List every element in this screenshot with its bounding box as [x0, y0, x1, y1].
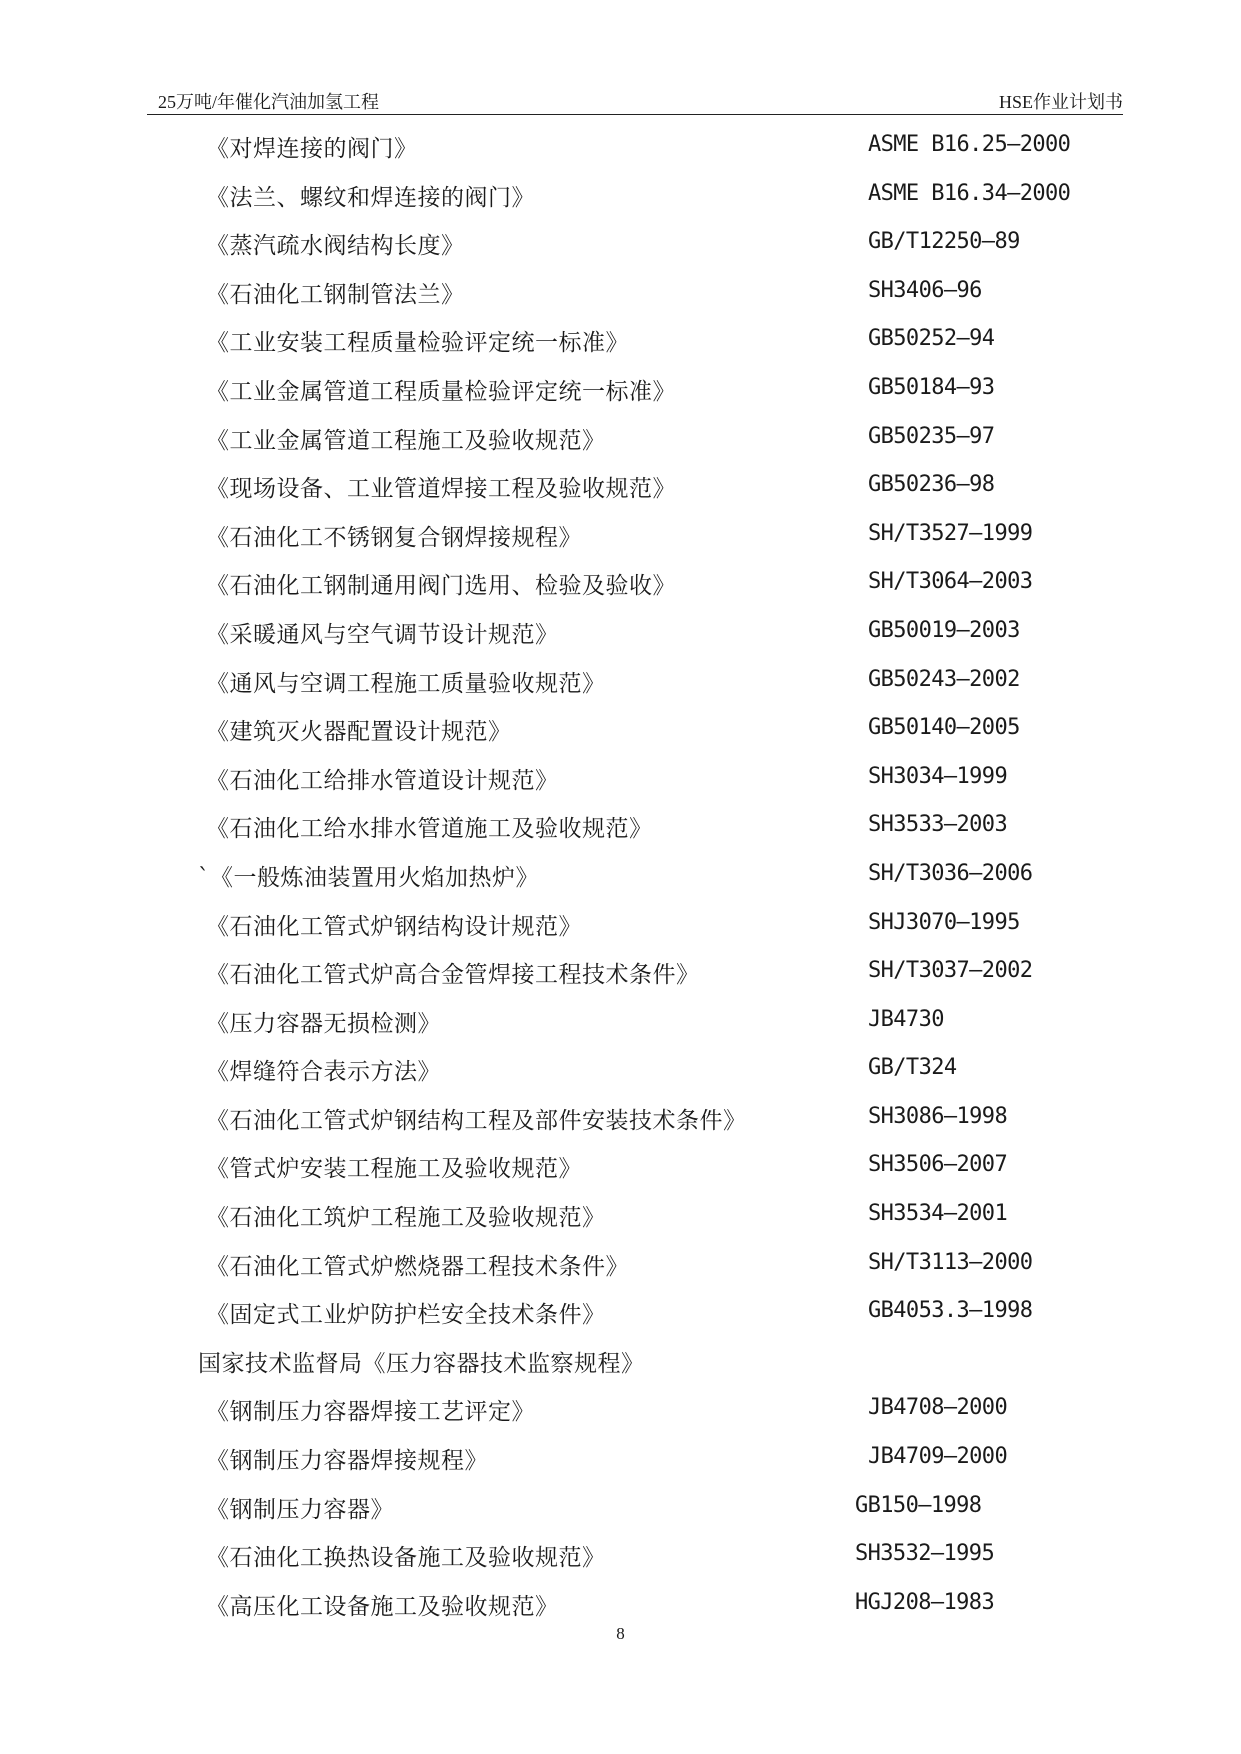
standard-code: ASME B16.34—2000: [868, 180, 1071, 206]
standard-title: 国家技术监督局《压力容器技术监察规程》: [198, 1350, 645, 1377]
page-number: 8: [616, 1624, 625, 1643]
standard-title: 《钢制压力容器》: [206, 1496, 394, 1523]
standard-title: 《石油化工不锈钢复合钢焊接规程》: [206, 524, 582, 551]
standard-title: 《石油化工钢制管法兰》: [206, 281, 465, 308]
standard-entry: [0, 215, 1241, 264]
standard-title: 《对焊连接的阀门》: [206, 136, 418, 162]
standard-entry: [0, 1284, 1241, 1333]
standard-code: SH3406—96: [868, 277, 982, 303]
standard-code: GB50184—93: [868, 374, 995, 400]
header-project-name: 25万吨/年催化汽油加氢工程: [158, 92, 379, 112]
standard-entry: [0, 1187, 1241, 1236]
standard-entry: [0, 264, 1241, 313]
standard-code: SH/T3037—2002: [868, 958, 1033, 984]
standard-code: SH3506—2007: [868, 1152, 1008, 1178]
standard-title: 《石油化工管式炉钢结构设计规范》: [206, 913, 582, 940]
standard-code: JB4708—2000: [868, 1395, 1008, 1421]
standard-title: 《石油化工给排水管道设计规范》: [206, 767, 559, 794]
standard-code: GB50235—97: [868, 423, 995, 449]
standard-code: JB4709—2000: [868, 1444, 1008, 1470]
standard-title: 《石油化工筑炉工程施工及验收规范》: [206, 1205, 606, 1232]
standard-title: 《石油化工钢制通用阀门选用、检验及验收》: [206, 573, 676, 600]
standard-code: GB/T12250—89: [868, 229, 1020, 255]
standard-title: 《石油化工管式炉钢结构工程及部件安装技术条件》: [206, 1107, 747, 1134]
standard-entry: [0, 1041, 1241, 1090]
standard-title: 《钢制压力容器焊接规程》: [206, 1448, 488, 1475]
header-divider: [147, 114, 1123, 115]
header-document-title: HSE作业计划书: [998, 92, 1123, 112]
standard-code: SH3034—1999: [868, 763, 1008, 789]
standard-title: 《压力容器无损检测》: [206, 1010, 441, 1037]
standard-entry: [0, 1479, 1241, 1528]
standard-entry: [0, 167, 1241, 216]
standard-code: GB50252—94: [868, 326, 995, 352]
standard-entry: [0, 847, 1241, 896]
standard-code: SH3532—1995: [855, 1541, 995, 1567]
standard-entry: [0, 410, 1241, 459]
standard-entry: [0, 1236, 1241, 1285]
standard-code: SH3534—2001: [868, 1201, 1008, 1227]
standard-title: 《工业金属管道工程施工及验收规范》: [206, 427, 606, 454]
standard-title: 《石油化工管式炉高合金管焊接工程技术条件》: [206, 962, 700, 989]
standard-code: GB50243—2002: [868, 666, 1020, 692]
standard-code: SH/T3064—2003: [868, 569, 1033, 595]
standard-entry: [0, 604, 1241, 653]
standard-entry: [0, 1381, 1241, 1430]
standard-title: 《石油化工管式炉燃烧器工程技术条件》: [206, 1253, 629, 1280]
standard-title: 《工业金属管道工程质量检验评定统一标准》: [206, 378, 676, 405]
standard-code: GB/T324: [868, 1055, 957, 1081]
standard-code: JB4730: [868, 1006, 944, 1032]
standard-entry: [0, 944, 1241, 993]
standard-title: 《法兰、螺纹和焊连接的阀门》: [206, 184, 535, 211]
standard-code: GB50236—98: [868, 472, 995, 498]
standard-entry: [0, 1333, 1241, 1382]
standard-code: GB150—1998: [855, 1492, 982, 1518]
standard-code: SH3086—1998: [868, 1103, 1008, 1129]
standard-code: SH/T3527—1999: [868, 520, 1033, 546]
standard-title: 《通风与空调工程施工质量验收规范》: [206, 670, 606, 697]
standard-code: SHJ3070—1995: [868, 909, 1020, 935]
standard-code: GB50019—2003: [868, 617, 1020, 643]
standard-title: 《工业安装工程质量检验评定统一标准》: [206, 330, 629, 357]
standard-entry: [0, 312, 1241, 361]
standard-code: ASME B16.25—2000: [868, 132, 1071, 157]
standard-code: SH/T3113—2000: [868, 1249, 1033, 1275]
standard-entry: [0, 750, 1241, 799]
standard-code: SH3533—2003: [868, 812, 1008, 838]
standard-entry: [0, 701, 1241, 750]
standard-code: SH/T3036—2006: [868, 860, 1033, 886]
standard-title: 《现场设备、工业管道焊接工程及验收规范》: [206, 476, 676, 503]
standards-list: [0, 118, 1241, 1624]
standard-entry: [0, 653, 1241, 702]
standard-entry: [0, 1430, 1241, 1479]
standard-entry: [0, 118, 1241, 167]
standard-entry: [0, 1138, 1241, 1187]
standard-entry: [0, 993, 1241, 1042]
standard-title: 《高压化工设备施工及验收规范》: [206, 1593, 559, 1620]
standard-code: HGJ208—1983: [855, 1589, 995, 1615]
standard-title: 《焊缝符合表示方法》: [206, 1059, 441, 1086]
standard-entry: [0, 896, 1241, 945]
standard-entry: [0, 1576, 1241, 1625]
standard-title: 《建筑灭火器配置设计规范》: [206, 719, 512, 746]
standard-entry: [0, 1527, 1241, 1576]
standard-title: 《石油化工换热设备施工及验收规范》: [206, 1545, 606, 1572]
standard-title: 《石油化工给水排水管道施工及验收规范》: [206, 816, 653, 843]
standard-title: 《采暖通风与空气调节设计规范》: [206, 621, 559, 648]
standard-code: GB4053.3—1998: [868, 1298, 1033, 1324]
standard-title: 《固定式工业炉防护栏安全技术条件》: [206, 1302, 606, 1329]
standard-entry: [0, 555, 1241, 604]
standard-title: 《钢制压力容器焊接工艺评定》: [206, 1399, 535, 1426]
standard-entry: [0, 361, 1241, 410]
standard-entry: [0, 1090, 1241, 1139]
standard-entry: [0, 507, 1241, 556]
standard-code: GB50140—2005: [868, 715, 1020, 741]
standard-title: `《一般炼油装置用火焰加热炉》: [198, 864, 539, 891]
standard-entry: [0, 458, 1241, 507]
standard-title: 《蒸汽疏水阀结构长度》: [206, 233, 465, 260]
standard-entry: [0, 798, 1241, 847]
standard-title: 《管式炉安装工程施工及验收规范》: [206, 1156, 582, 1183]
